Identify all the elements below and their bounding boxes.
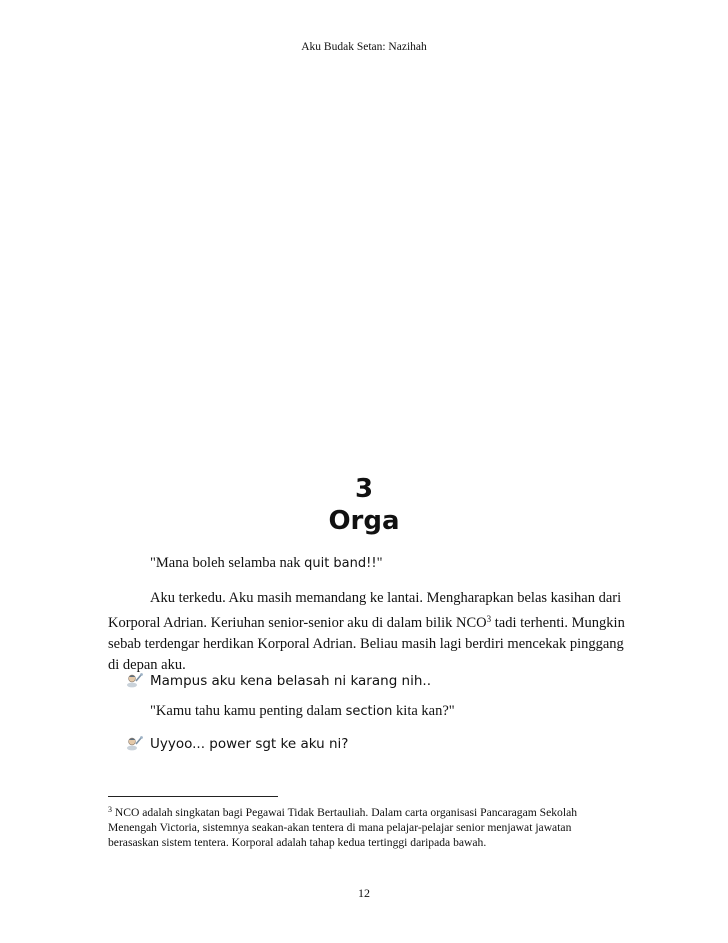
dialogue-2-text-a: "Kamu tahu kamu penting dalam [150, 703, 346, 719]
narrative-paragraph [108, 588, 628, 676]
narrative-text-b: tadi terhenti. Mungkin sebab terdengar herdikan Korporal Adrian. Beliau masih lagi berdiri mencekak pinggang di depan aku. [108, 615, 625, 673]
narrative-text-a: Aku terkedu. Aku masih memandang ke lantai. Mengharapkan belas kasihan dari Korporal Adrian. Keriuhan senior-senior aku di dalam bilik NCO [108, 590, 622, 631]
thinking-person-icon [126, 735, 144, 751]
footnote [108, 802, 608, 850]
dialogue-1-text-c: " [376, 555, 383, 571]
running-header: Aku Budak Setan: Nazihah [301, 41, 427, 53]
chapter-title: Orga [328, 506, 400, 536]
dialogue-2-english-word: section [345, 704, 393, 719]
thought-line-2 [126, 734, 626, 754]
thought-2-text: Uyyoo... power sgt ke aku ni? [150, 736, 349, 752]
thinking-person-icon [126, 672, 144, 688]
footnote-text: NCO adalah singkatan bagi Pegawai Tidak Bertauliah. Dalam carta organisasi Pancaragam Sekolah Menengah Victoria, sistemnya seakan-akan tentera di mana pelajar-pelajar senior menjawat jawatan berasaskan sistem tentera. Korporal adalah tahap kedua tertinggi daripada bawah. [108, 806, 578, 849]
footnote-reference[interactable]: 3 [486, 614, 492, 624]
footnote-marker: 3 [108, 805, 112, 814]
footnote-divider [108, 796, 278, 797]
dialogue-1-text-a: "Mana boleh selamba nak [150, 555, 305, 571]
dialogue-paragraph-2 [108, 701, 628, 722]
dialogue-2-text-c: kita kan?" [392, 703, 455, 719]
dialogue-paragraph-1 [108, 553, 628, 574]
dialogue-1-english-phrase: quit band!! [304, 556, 377, 571]
thought-line-1 [126, 671, 626, 691]
thought-1-text: Mampus aku kena belasah ni karang nih.. [150, 673, 431, 689]
page-number: 12 [358, 886, 370, 900]
chapter-number: 3 [354, 474, 374, 504]
